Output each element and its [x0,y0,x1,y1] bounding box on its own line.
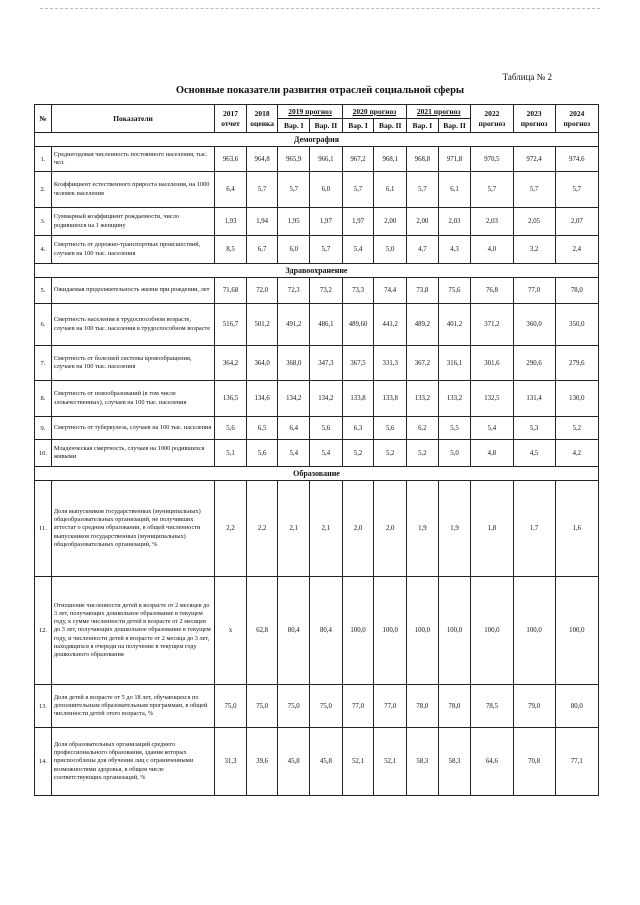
value-cell: 5,6 [374,417,407,440]
header-2021-var1: Вар. I [407,119,439,133]
value-cell: х [215,577,247,685]
value-cell: 2,00 [407,208,439,236]
value-cell: 360,0 [513,304,555,346]
table-row [35,381,599,417]
indicator-name: Смертность от туберкулеза, случаев на 100 тыс. населения [51,417,214,440]
value-cell: 1,9 [438,481,471,577]
value-cell: 2,05 [513,208,555,236]
value-cell: 5,2 [342,440,374,467]
value-cell: 1,7 [513,481,555,577]
table-row [35,236,599,264]
value-cell: 39,6 [246,728,278,796]
value-cell: 78,0 [407,685,439,728]
table-row [35,417,599,440]
header-2020-var1: Вар. I [342,119,374,133]
value-cell: 77,0 [374,685,407,728]
indicator-name: Суммарный коэффициент рождаемости, число родившихся на 1 женщину [51,208,214,236]
indicator-name: Смертность населения в трудоспособном возрасте, случаев на 100 тыс. населения в трудоспособном возрасте [51,304,214,346]
value-cell: 5,7 [246,172,278,208]
value-cell: 364,0 [246,346,278,381]
value-cell: 100,0 [374,577,407,685]
value-cell: 64,6 [471,728,513,796]
indicator-name: Доля детей в возрасте от 5 до 18 лет, обучающихся по дополнительным образовательным программам, в общей численности детей этого возраста, % [51,685,214,728]
value-cell: 963,6 [215,147,247,172]
row-number: 8. [35,381,52,417]
value-cell: 133,2 [407,381,439,417]
indicator-name: Отношение численности детей в возрасте от 2 месяцев до 3 лет, получающих дошкольное образование в текущем году, к сумме численности детей в возрасте от 2 месяцев до 3 лет, получающих дошкольное образование в текущем году, и численности детей в возрасте от 2 месяца до 3 лет, находящихся в очереди на получение в текущем году дошкольного образования [51,577,214,685]
header-2021: 2021 прогноз [407,105,471,119]
value-cell: 77,1 [555,728,598,796]
value-cell: 5,7 [310,236,343,264]
value-cell: 70,8 [513,728,555,796]
header-2019-var2: Вар. II [310,119,343,133]
value-cell: 2,0 [374,481,407,577]
value-cell: 6,7 [246,236,278,264]
value-cell: 5,7 [513,172,555,208]
value-cell: 45,8 [278,728,310,796]
value-cell: 966,1 [310,147,343,172]
value-cell: 78,0 [438,685,471,728]
value-cell: 80,0 [555,685,598,728]
indicator-name: Коэффициент естественного прироста населения, на 1000 человек населения [51,172,214,208]
header-2019-var1: Вар. I [278,119,310,133]
value-cell: 2,2 [246,481,278,577]
value-cell: 58,3 [407,728,439,796]
value-cell: 316,1 [438,346,471,381]
header-2024: 2024 прогноз [555,105,598,133]
value-cell: 364,2 [215,346,247,381]
value-cell: 78,5 [471,685,513,728]
value-cell: 134,6 [246,381,278,417]
table-row [35,278,599,304]
value-cell: 75,0 [246,685,278,728]
value-cell: 100,0 [407,577,439,685]
value-cell: 5,6 [310,417,343,440]
row-number: 10. [35,440,52,467]
value-cell: 5,2 [374,440,407,467]
value-cell: 131,4 [513,381,555,417]
value-cell: 279,6 [555,346,598,381]
value-cell: 75,0 [215,685,247,728]
value-cell: 6,0 [278,236,310,264]
value-cell: 2,03 [471,208,513,236]
value-cell: 1,95 [278,208,310,236]
value-cell: 4,8 [471,440,513,467]
value-cell: 301,6 [471,346,513,381]
value-cell: 134,2 [278,381,310,417]
value-cell: 491,2 [278,304,310,346]
value-cell: 6,2 [407,417,439,440]
indicator-name: Смертность от болезней системы кровообращения, случаев на 100 тыс. населения [51,346,214,381]
value-cell: 441,2 [374,304,407,346]
value-cell: 136,5 [215,381,247,417]
value-cell: 2,1 [310,481,343,577]
row-number: 14. [35,728,52,796]
value-cell: 968,1 [374,147,407,172]
value-cell: 5,4 [471,417,513,440]
value-cell: 5,6 [215,417,247,440]
value-cell: 368,0 [278,346,310,381]
row-number: 3. [35,208,52,236]
section-title: Здравоохранение [35,264,599,278]
value-cell: 2,1 [278,481,310,577]
value-cell: 347,3 [310,346,343,381]
table-row [35,346,599,381]
value-cell: 974,6 [555,147,598,172]
value-cell: 972,4 [513,147,555,172]
header-indicator: Показатели [51,105,214,133]
header-2022: 2022 прогноз [471,105,513,133]
value-cell: 5,1 [215,440,247,467]
header-2020: 2020 прогноз [342,105,406,119]
value-cell: 8,5 [215,236,247,264]
value-cell: 489,60 [342,304,374,346]
value-cell: 5,4 [310,440,343,467]
value-cell: 73,2 [310,278,343,304]
value-cell: 367,2 [407,346,439,381]
value-cell: 74,4 [374,278,407,304]
value-cell: 350,0 [555,304,598,346]
value-cell: 367,5 [342,346,374,381]
value-cell: 6,1 [374,172,407,208]
table-row [35,304,599,346]
value-cell: 73,3 [342,278,374,304]
value-cell: 5,7 [471,172,513,208]
value-cell: 1,6 [555,481,598,577]
value-cell: 965,9 [278,147,310,172]
indicator-name: Доля выпускников государственных (муниципальных) общеобразовательных организаций, не получивших аттестат о среднем образовании, в общей численности выпускников государственных (муниципальных) общеобразовательных организаций, % [51,481,214,577]
indicator-name: Доля образовательных организаций среднего профессионального образования, здания которых приспособлены для обучения лиц с ограниченными возможностями здоровья, в общем числе соответствующих организаций, % [51,728,214,796]
value-cell: 6,3 [342,417,374,440]
value-cell: 331,3 [374,346,407,381]
value-cell: 2,0 [342,481,374,577]
value-cell: 2,03 [438,208,471,236]
value-cell: 5,3 [513,417,555,440]
value-cell: 4,5 [513,440,555,467]
header-num: № [35,105,52,133]
value-cell: 6,4 [215,172,247,208]
table-row [35,147,599,172]
value-cell: 5,7 [555,172,598,208]
value-cell: 5,5 [438,417,471,440]
value-cell: 133,8 [342,381,374,417]
document-title: Основные показатели развития отраслей социальной сферы [175,85,465,96]
row-number: 11. [35,481,52,577]
value-cell: 4,0 [471,236,513,264]
value-cell: 130,0 [555,381,598,417]
row-number: 4. [35,236,52,264]
value-cell: 2,07 [555,208,598,236]
value-cell: 73,8 [407,278,439,304]
value-cell: 71,68 [215,278,247,304]
table-row [35,481,599,577]
value-cell: 2,00 [374,208,407,236]
row-number: 1. [35,147,52,172]
value-cell: 58,3 [438,728,471,796]
header-2017: 2017 отчет [215,105,247,133]
value-cell: 5,2 [555,417,598,440]
value-cell: 964,8 [246,147,278,172]
value-cell: 501,2 [246,304,278,346]
value-cell: 5,7 [342,172,374,208]
table-row [35,208,599,236]
value-cell: 100,0 [513,577,555,685]
table-row [35,577,599,685]
header-2018: 2018 оценка [246,105,278,133]
value-cell: 1,9 [407,481,439,577]
value-cell: 62,8 [246,577,278,685]
value-cell: 100,0 [342,577,374,685]
value-cell: 133,2 [438,381,471,417]
indicator-name: Среднегодовая численность постоянного населения, тыс. чел. [51,147,214,172]
row-number: 2. [35,172,52,208]
scan-artifact-line [40,8,600,11]
value-cell: 2,2 [215,481,247,577]
row-number: 12. [35,577,52,685]
header-2019: 2019 прогноз [278,105,342,119]
header-2020-var2: Вар. II [374,119,407,133]
section-title: Демография [35,133,599,147]
indicator-name: Младенческая смертность, случаев на 1000 родившихся живыми [51,440,214,467]
row-number: 7. [35,346,52,381]
value-cell: 1,93 [215,208,247,236]
value-cell: 75,6 [438,278,471,304]
value-cell: 968,8 [407,147,439,172]
value-cell: 75,0 [310,685,343,728]
value-cell: 5,7 [407,172,439,208]
section-title: Образование [35,467,599,481]
value-cell: 5,6 [246,440,278,467]
value-cell: 5,0 [374,236,407,264]
section-header-row [35,264,599,278]
value-cell: 77,0 [513,278,555,304]
value-cell: 80,4 [310,577,343,685]
value-cell: 5,7 [278,172,310,208]
value-cell: 1,97 [342,208,374,236]
section-header-row [35,133,599,147]
value-cell: 5,0 [438,440,471,467]
value-cell: 486,1 [310,304,343,346]
table-label: Таблица № 2 [502,72,552,82]
value-cell: 52,1 [374,728,407,796]
value-cell: 80,4 [278,577,310,685]
value-cell: 3,2 [513,236,555,264]
value-cell: 971,8 [438,147,471,172]
row-number: 6. [35,304,52,346]
value-cell: 72,0 [246,278,278,304]
value-cell: 134,2 [310,381,343,417]
indicator-name: Смертность от дорожно-транспортных происшествий, случаев на 100 тыс. населения [51,236,214,264]
value-cell: 4,3 [438,236,471,264]
table-row [35,440,599,467]
row-number: 9. [35,417,52,440]
value-cell: 79,0 [513,685,555,728]
value-cell: 1,97 [310,208,343,236]
value-cell: 2,4 [555,236,598,264]
value-cell: 970,5 [471,147,513,172]
table-body [35,133,599,796]
row-number: 5. [35,278,52,304]
value-cell: 6,1 [438,172,471,208]
indicator-name: Смертность от новообразований (в том числе злокачественных), случаев на 100 тыс. населения [51,381,214,417]
value-cell: 72,3 [278,278,310,304]
table-row [35,728,599,796]
value-cell: 4,2 [555,440,598,467]
value-cell: 1,8 [471,481,513,577]
value-cell: 371,2 [471,304,513,346]
value-cell: 77,0 [342,685,374,728]
value-cell: 31,3 [215,728,247,796]
value-cell: 967,2 [342,147,374,172]
value-cell: 52,1 [342,728,374,796]
section-header-row [35,467,599,481]
table-row [35,172,599,208]
value-cell: 290,6 [513,346,555,381]
indicators-table [34,104,599,796]
value-cell: 45,8 [310,728,343,796]
value-cell: 5,4 [278,440,310,467]
value-cell: 132,5 [471,381,513,417]
value-cell: 1,94 [246,208,278,236]
value-cell: 78,0 [555,278,598,304]
value-cell: 401,2 [438,304,471,346]
value-cell: 75,0 [278,685,310,728]
value-cell: 516,7 [215,304,247,346]
indicator-name: Ожидаемая продолжительность жизни при рождении, лет [51,278,214,304]
value-cell: 6,5 [246,417,278,440]
value-cell: 100,0 [438,577,471,685]
value-cell: 6,0 [310,172,343,208]
value-cell: 5,4 [342,236,374,264]
header-2023: 2023 прогноз [513,105,555,133]
value-cell: 489,2 [407,304,439,346]
row-number: 13. [35,685,52,728]
value-cell: 5,2 [407,440,439,467]
value-cell: 100,0 [471,577,513,685]
header-2021-var2: Вар. II [438,119,471,133]
value-cell: 133,8 [374,381,407,417]
value-cell: 6,4 [278,417,310,440]
table-row [35,685,599,728]
value-cell: 4,7 [407,236,439,264]
value-cell: 100,0 [555,577,598,685]
value-cell: 76,8 [471,278,513,304]
